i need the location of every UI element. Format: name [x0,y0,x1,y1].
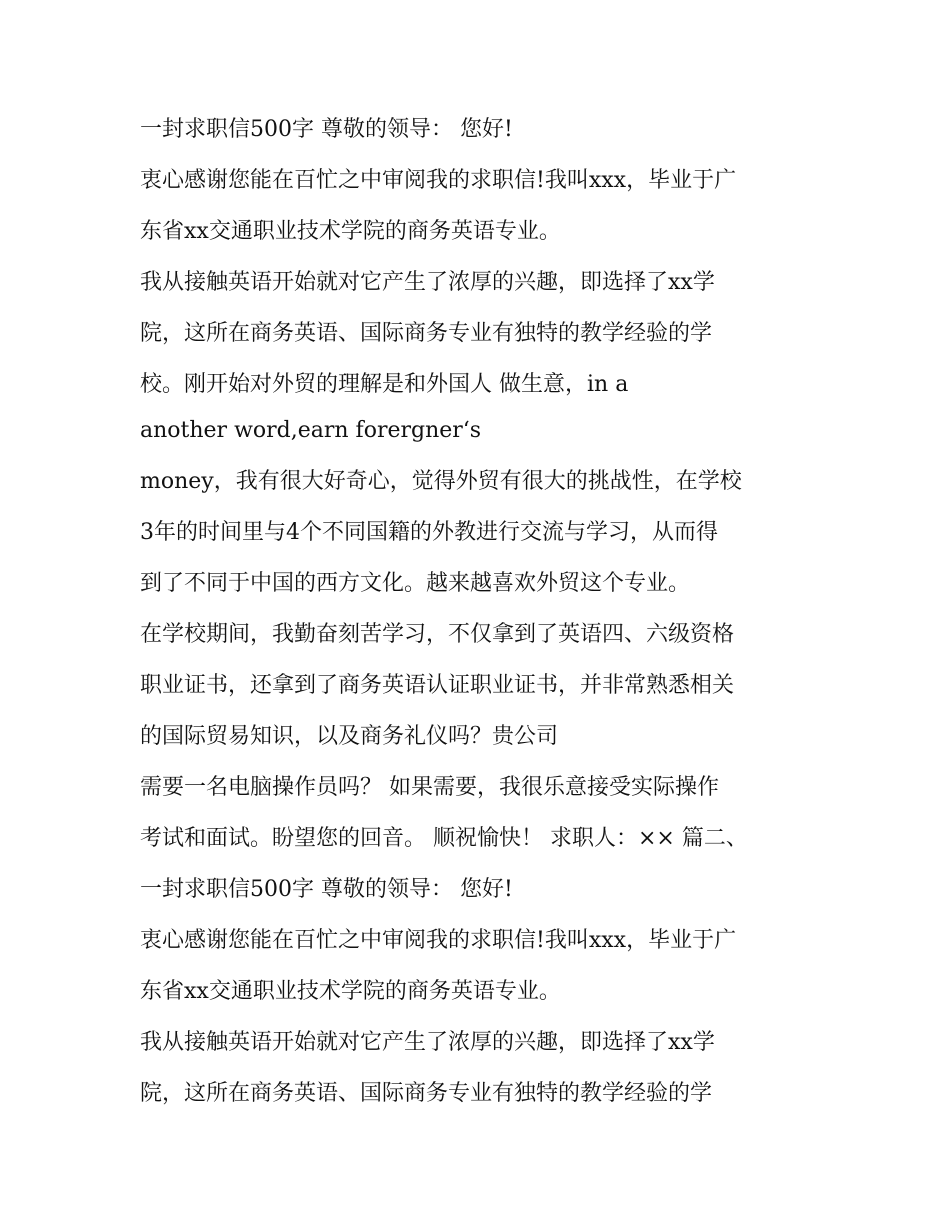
text-line: 到了不同于中国的西方文化。越来越喜欢外贸这个专业。 [140,571,691,596]
text-line: 东省xx交通职业技术学院的商务英语专业。 [140,979,561,1004]
text-line: 在学校期间，我勤奋刻苦学习，不仅拿到了英语四、六级资格 [140,622,735,647]
text-line: 校。刚开始对外贸的理解是和外国人 做生意，in a [140,372,629,397]
text-line: money，我有很大好奇心，觉得外贸有很大的挑战性，在学校 [140,469,742,494]
text-line: 我从接触英语开始就对它产生了浓厚的兴趣，即选择了xx学 [140,270,715,295]
text-line: 需要一名电脑操作员吗？ 如果需要，我很乐意接受实际操作 [140,775,719,800]
text-line: 职业证书，还拿到了商务英语认证职业证书，并非常熟悉相关 [140,673,735,698]
document-body [140,110,830,1125]
text-line: 我从接触英语开始就对它产生了浓厚的兴趣，即选择了xx学 [140,1030,715,1055]
text-line: another word,earn forergner‘s [140,418,482,443]
text-line: 的国际贸易知识，以及商务礼仪吗？贵公司 [140,724,559,749]
text-line: 衷心感谢您能在百忙之中审阅我的求职信!我叫xxx，毕业于广 [140,928,737,953]
text-line: 考试和面试。盼望您的回音。 顺祝愉快！ 求职人：×× 篇二、 [140,826,748,851]
text-line: 一封求职信500字 尊敬的领导： 您好! [140,117,513,142]
text-line: 衷心感谢您能在百忙之中审阅我的求职信!我叫xxx，毕业于广 [140,168,737,193]
text-line: 东省xx交通职业技术学院的商务英语专业。 [140,219,561,244]
text-line: 3年的时间里与4个不同国籍的外教进行交流与学习，从而得 [140,520,718,545]
text-line: 院，这所在商务英语、国际商务专业有独特的教学经验的学 [140,1081,713,1106]
text-line: 一封求职信500字 尊敬的领导： 您好! [140,877,513,902]
text-line: 院，这所在商务英语、国际商务专业有独特的教学经验的学 [140,321,713,346]
